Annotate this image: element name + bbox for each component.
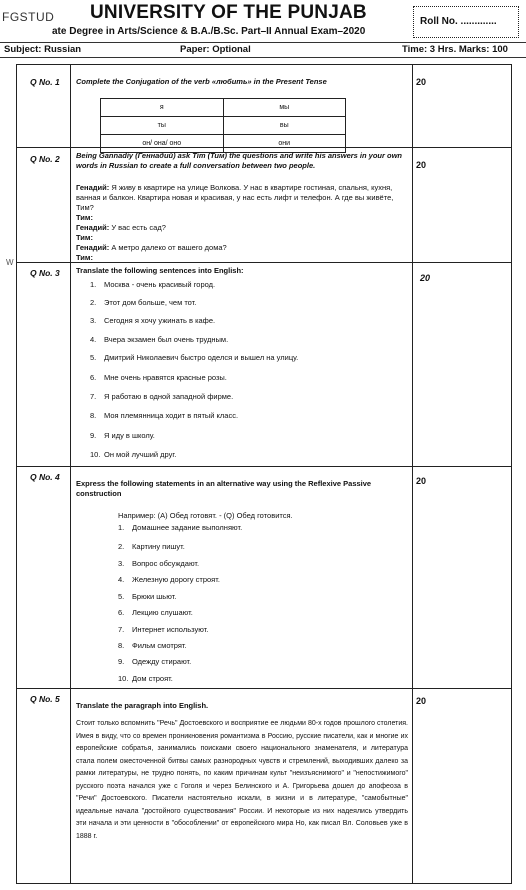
q3-marks: 20 — [420, 273, 431, 283]
list-item: 6. Мне очень нравятся красные розы. — [90, 373, 227, 382]
list-item: 5. Брюки шьют. — [118, 592, 177, 601]
q1-label: Q No. 1 — [30, 77, 60, 87]
q1-marks: 20 — [416, 77, 427, 87]
watermark: FGSTUD — [2, 10, 55, 24]
list-item: 5. Дмитрий Николаевич быстро оделся и вышел на улицу. — [90, 353, 299, 362]
q3-label: Q No. 3 — [30, 268, 60, 278]
table-row — [101, 117, 346, 135]
q2-instruction: Being Gannadiy (Геннадий) ask Tim (Тим) the questions and write his answers in your own words in Russian to create a full conversation between two people. — [76, 151, 403, 170]
column-divider-right — [412, 64, 413, 884]
table-row — [101, 99, 346, 117]
dialogue-line: Тим: — [76, 253, 93, 262]
table-cell: ты — [101, 117, 224, 135]
margin-mark: W — [6, 258, 14, 267]
degree-line: ate Degree in Arts/Science & B.A./B.Sc. Part–II Annual Exam–2020 — [52, 26, 366, 37]
dialogue-line: Генадий: Я живу в квартире на улице Волкова. У нас в квартире гостиная, спальня, кухня, ванная и балкон. Квартира новая и красивая, у нас есть лифт и телефон. А где вы живёте, Тим? — [76, 183, 394, 212]
subject-label: Subject: Russian — [4, 44, 82, 55]
dialogue-line: Тим: — [76, 233, 93, 242]
university-title: UNIVERSITY OF THE PUNJAB — [90, 2, 367, 23]
q4-label: Q No. 4 — [30, 472, 60, 482]
roll-number-label: Roll No. ............. — [420, 16, 497, 27]
q1-instruction: Complete the Conjugation of the verb «любить» in the Present Tense — [76, 77, 327, 86]
list-item: 2. Картину пишут. — [118, 542, 185, 551]
q5-paragraph: Стоит только вспомнить "Речь" Достоевского и восприятие ее людьми 80-х годов прошлого столетия. Имея в виду, что со времен проникновения романтизма в Россию, русские писатели, как и многие их европейские собратья, занимались поисками своего национального знаменателя, и литература стала полем ожесточенной битвы самых разнородных чувств и стремлений, выходивших далеко за рамки литературы, не трудно понять, по каким причинам культ "неизъяснимого" и "непостижимого" русского поэта начался уже с Гоголя и через Белинского и А. Григорьева дошел до апофеоза в "Речи" Достоевского. Писатели настоятельно искали, в жизни и в литературе, "самобытные" идеальные начала "достойного существования" России. И некоторые из них надеялись утвердить эти начала и эти ценности в "обособлении" от европейского мира Но, как писал Вл. Соловьев уже в 1888 г. — [76, 720, 408, 840]
row-divider-4 — [16, 688, 512, 689]
list-item: 10. Он мой лучший друг. — [90, 450, 177, 459]
dialogue-line: Генадий: У вас есть сад? — [76, 223, 166, 232]
list-item: 3. Сегодня я хочу ужинать в кафе. — [90, 316, 216, 325]
list-item: 3. Вопрос обсуждают. — [118, 559, 200, 568]
list-item: 1. Домашнее задание выполняют. — [118, 523, 243, 532]
table-cell: мы — [223, 99, 346, 117]
table-cell: они — [223, 135, 346, 153]
q5-label: Q No. 5 — [30, 694, 60, 704]
list-item: 6. Лекцию слушают. — [118, 608, 193, 617]
time-marks-label: Time: 3 Hrs. Marks: 100 — [402, 44, 508, 55]
q3-instruction: Translate the following sentences into English: — [76, 266, 244, 275]
list-item: 4. Железную дорогу строят. — [118, 575, 220, 584]
row-divider-3 — [16, 466, 512, 467]
q4-marks: 20 — [416, 476, 427, 486]
list-item: 8. Моя племянница ходит в пятый класс. — [90, 411, 239, 420]
table-row — [101, 135, 346, 153]
dialogue-line: Генадий: А метро далеко от вашего дома? — [76, 243, 227, 252]
q2-marks: 20 — [416, 160, 427, 170]
list-item: 7. Интернет используют. — [118, 625, 209, 634]
exam-info-bar — [0, 42, 526, 58]
list-item: 10. Дом строят. — [118, 674, 173, 683]
q5-marks: 20 — [416, 696, 427, 706]
table-cell: он/ она/ оно — [101, 135, 224, 153]
q2-label: Q No. 2 — [30, 154, 60, 164]
list-item: 9. Одежду стирают. — [118, 657, 192, 666]
list-item: 1. Москва - очень красивый город. — [90, 280, 216, 289]
list-item: 9. Я иду в школу. — [90, 431, 155, 440]
paper-label: Paper: Optional — [180, 44, 251, 55]
column-divider-left — [70, 64, 71, 884]
q5-instruction: Translate the paragraph into English. — [76, 701, 209, 710]
conjugation-table — [100, 98, 346, 153]
list-item: 4. Вчера экзамен был очень трудным. — [90, 335, 229, 344]
table-cell: вы — [223, 117, 346, 135]
table-cell: я — [101, 99, 224, 117]
q4-instruction: Express the following statements in an alternative way using the Reflexive Passive construction — [76, 479, 372, 498]
q2-dialogue — [76, 183, 406, 263]
list-item: 7. Я работаю в одной западной фирме. — [90, 392, 234, 401]
list-item: 2. Этот дом больше, чем тот. — [90, 298, 197, 307]
list-item: 8. Фильм смотрят. — [118, 641, 187, 650]
dialogue-line: Тим: — [76, 213, 93, 222]
example-line: Например: (А) Обед готовят. - (Q) Обед готовится. — [118, 511, 293, 520]
